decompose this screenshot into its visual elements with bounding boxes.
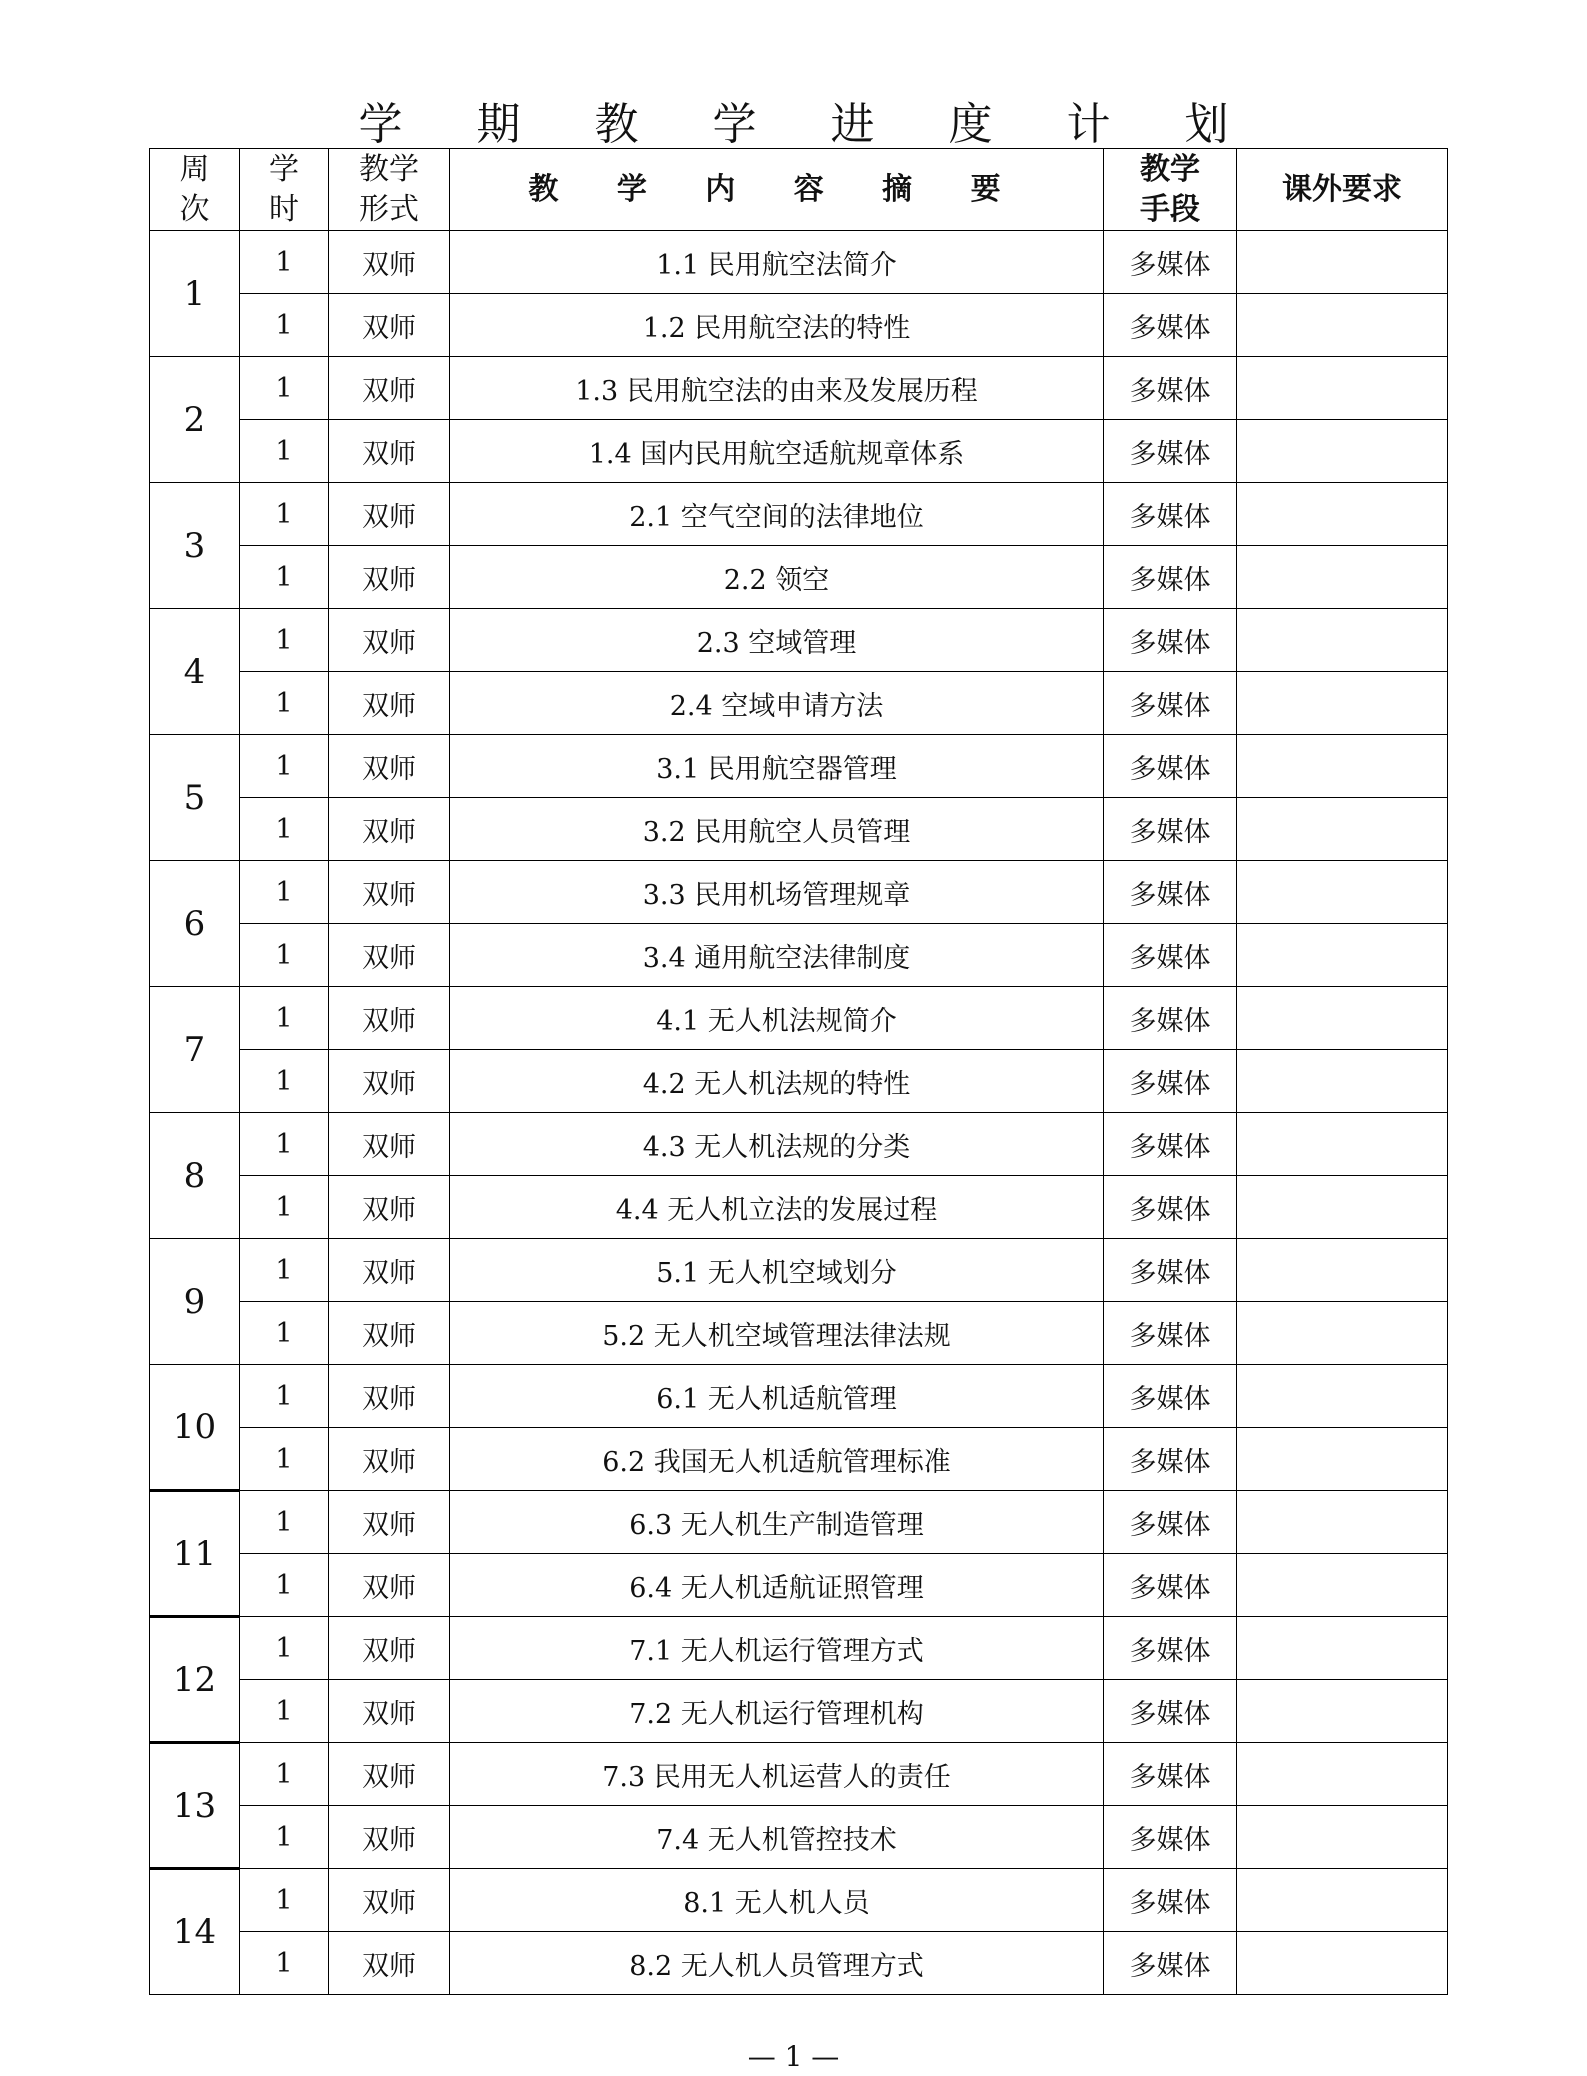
form-cell: 双师 <box>329 1428 450 1491</box>
week-cell: 10 <box>150 1365 240 1491</box>
extra-cell <box>1237 483 1448 546</box>
header-hours <box>240 149 329 231</box>
form-cell: 双师 <box>329 861 450 924</box>
table-row <box>150 357 1448 420</box>
header-form-line2: 形式 <box>359 191 419 227</box>
hours-cell: 1 <box>240 294 329 357</box>
means-cell: 多媒体 <box>1104 1428 1237 1491</box>
header-content-label: 教 学 内 容 摘 要 <box>528 171 1025 207</box>
means-cell: 多媒体 <box>1104 483 1237 546</box>
hours-cell: 1 <box>240 672 329 735</box>
means-cell: 多媒体 <box>1104 1806 1237 1869</box>
table-row <box>150 1554 1448 1617</box>
extra-cell <box>1237 609 1448 672</box>
form-cell: 双师 <box>329 231 450 294</box>
table-row <box>150 1869 1448 1932</box>
content-cell: 4.3 无人机法规的分类 <box>450 1113 1104 1176</box>
extra-cell <box>1237 294 1448 357</box>
week-cell: 9 <box>150 1239 240 1365</box>
content-cell: 7.2 无人机运行管理机构 <box>450 1680 1104 1743</box>
header-hours-line1: 学 <box>269 151 299 187</box>
table-row <box>150 1806 1448 1869</box>
header-week-line1: 周 <box>179 151 210 187</box>
hours-cell: 1 <box>240 861 329 924</box>
header-row <box>150 149 1448 231</box>
means-cell: 多媒体 <box>1104 1680 1237 1743</box>
form-cell: 双师 <box>329 1302 450 1365</box>
means-cell: 多媒体 <box>1104 672 1237 735</box>
extra-cell <box>1237 1176 1448 1239</box>
hours-cell: 1 <box>240 1680 329 1743</box>
means-cell: 多媒体 <box>1104 987 1237 1050</box>
table-row <box>150 1113 1448 1176</box>
form-cell: 双师 <box>329 483 450 546</box>
form-cell: 双师 <box>329 798 450 861</box>
hours-cell: 1 <box>240 1932 329 1995</box>
means-cell: 多媒体 <box>1104 861 1237 924</box>
form-cell: 双师 <box>329 357 450 420</box>
means-cell: 多媒体 <box>1104 1050 1237 1113</box>
extra-cell <box>1237 1743 1448 1806</box>
means-cell: 多媒体 <box>1104 1176 1237 1239</box>
content-cell: 6.1 无人机适航管理 <box>450 1365 1104 1428</box>
means-cell: 多媒体 <box>1104 1239 1237 1302</box>
form-cell: 双师 <box>329 1113 450 1176</box>
table-row <box>150 1050 1448 1113</box>
week-cell: 3 <box>150 483 240 609</box>
extra-cell <box>1237 1428 1448 1491</box>
week-cell: 13 <box>150 1743 240 1869</box>
table-row <box>150 546 1448 609</box>
week-cell: 5 <box>150 735 240 861</box>
form-cell: 双师 <box>329 1743 450 1806</box>
means-cell: 多媒体 <box>1104 231 1237 294</box>
teaching-plan-table <box>149 148 1448 1995</box>
hours-cell: 1 <box>240 1743 329 1806</box>
extra-cell <box>1237 861 1448 924</box>
extra-cell <box>1237 420 1448 483</box>
table-row <box>150 861 1448 924</box>
extra-cell <box>1237 672 1448 735</box>
content-cell: 6.2 我国无人机适航管理标准 <box>450 1428 1104 1491</box>
hours-cell: 1 <box>240 420 329 483</box>
content-cell: 1.1 民用航空法简介 <box>450 231 1104 294</box>
table-row <box>150 1239 1448 1302</box>
content-cell: 6.3 无人机生产制造管理 <box>450 1491 1104 1554</box>
content-cell: 1.3 民用航空法的由来及发展历程 <box>450 357 1104 420</box>
content-cell: 7.4 无人机管控技术 <box>450 1806 1104 1869</box>
form-cell: 双师 <box>329 1617 450 1680</box>
content-cell: 6.4 无人机适航证照管理 <box>450 1554 1104 1617</box>
table-row <box>150 231 1448 294</box>
means-cell: 多媒体 <box>1104 1932 1237 1995</box>
table-row <box>150 1932 1448 1995</box>
hours-cell: 1 <box>240 1176 329 1239</box>
hours-cell: 1 <box>240 1869 329 1932</box>
hours-cell: 1 <box>240 1302 329 1365</box>
content-cell: 2.2 领空 <box>450 546 1104 609</box>
means-cell: 多媒体 <box>1104 357 1237 420</box>
form-cell: 双师 <box>329 987 450 1050</box>
header-hours-line2: 时 <box>269 191 299 227</box>
extra-cell <box>1237 546 1448 609</box>
table-row <box>150 1617 1448 1680</box>
table-row <box>150 672 1448 735</box>
header-extra <box>1237 149 1448 231</box>
table-row <box>150 735 1448 798</box>
means-cell: 多媒体 <box>1104 1365 1237 1428</box>
table-row <box>150 1491 1448 1554</box>
table-row <box>150 483 1448 546</box>
content-cell: 8.1 无人机人员 <box>450 1869 1104 1932</box>
means-cell: 多媒体 <box>1104 294 1237 357</box>
hours-cell: 1 <box>240 735 329 798</box>
content-cell: 1.2 民用航空法的特性 <box>450 294 1104 357</box>
means-cell: 多媒体 <box>1104 1491 1237 1554</box>
page-number: — 1 — <box>747 2040 840 2073</box>
hours-cell: 1 <box>240 798 329 861</box>
hours-cell: 1 <box>240 987 329 1050</box>
week-cell: 11 <box>150 1491 240 1617</box>
form-cell: 双师 <box>329 1869 450 1932</box>
week-cell: 7 <box>150 987 240 1113</box>
form-cell: 双师 <box>329 1239 450 1302</box>
form-cell: 双师 <box>329 1554 450 1617</box>
form-cell: 双师 <box>329 672 450 735</box>
form-cell: 双师 <box>329 1365 450 1428</box>
content-cell: 4.4 无人机立法的发展过程 <box>450 1176 1104 1239</box>
means-cell: 多媒体 <box>1104 1554 1237 1617</box>
content-cell: 3.2 民用航空人员管理 <box>450 798 1104 861</box>
form-cell: 双师 <box>329 609 450 672</box>
content-cell: 8.2 无人机人员管理方式 <box>450 1932 1104 1995</box>
content-cell: 5.2 无人机空域管理法律法规 <box>450 1302 1104 1365</box>
week-cell: 1 <box>150 231 240 357</box>
extra-cell <box>1237 1239 1448 1302</box>
form-cell: 双师 <box>329 924 450 987</box>
table-row <box>150 1302 1448 1365</box>
extra-cell <box>1237 357 1448 420</box>
means-cell: 多媒体 <box>1104 1869 1237 1932</box>
table-row <box>150 1428 1448 1491</box>
means-cell: 多媒体 <box>1104 1617 1237 1680</box>
hours-cell: 1 <box>240 1428 329 1491</box>
table-row <box>150 1743 1448 1806</box>
content-cell: 4.1 无人机法规简介 <box>450 987 1104 1050</box>
content-cell: 5.1 无人机空域划分 <box>450 1239 1104 1302</box>
table-row <box>150 924 1448 987</box>
table-row <box>150 609 1448 672</box>
form-cell: 双师 <box>329 735 450 798</box>
means-cell: 多媒体 <box>1104 735 1237 798</box>
header-extra-label: 课外要求 <box>1282 171 1402 207</box>
form-cell: 双师 <box>329 1932 450 1995</box>
means-cell: 多媒体 <box>1104 546 1237 609</box>
table-row <box>150 294 1448 357</box>
header-form <box>329 149 450 231</box>
week-cell: 8 <box>150 1113 240 1239</box>
content-cell: 1.4 国内民用航空适航规章体系 <box>450 420 1104 483</box>
week-cell: 14 <box>150 1869 240 1995</box>
form-cell: 双师 <box>329 1176 450 1239</box>
content-cell: 3.3 民用机场管理规章 <box>450 861 1104 924</box>
means-cell: 多媒体 <box>1104 609 1237 672</box>
hours-cell: 1 <box>240 1491 329 1554</box>
extra-cell <box>1237 1806 1448 1869</box>
extra-cell <box>1237 1113 1448 1176</box>
extra-cell <box>1237 1050 1448 1113</box>
extra-cell <box>1237 987 1448 1050</box>
content-cell: 7.3 民用无人机运营人的责任 <box>450 1743 1104 1806</box>
extra-cell <box>1237 1932 1448 1995</box>
hours-cell: 1 <box>240 1617 329 1680</box>
extra-cell <box>1237 735 1448 798</box>
means-cell: 多媒体 <box>1104 924 1237 987</box>
hours-cell: 1 <box>240 546 329 609</box>
content-cell: 2.3 空域管理 <box>450 609 1104 672</box>
extra-cell <box>1237 1554 1448 1617</box>
hours-cell: 1 <box>240 483 329 546</box>
content-cell: 7.1 无人机运行管理方式 <box>450 1617 1104 1680</box>
table-row <box>150 798 1448 861</box>
content-cell: 3.1 民用航空器管理 <box>450 735 1104 798</box>
table-row <box>150 987 1448 1050</box>
extra-cell <box>1237 798 1448 861</box>
header-means-line1: 教学 <box>1140 151 1200 187</box>
table-row <box>150 420 1448 483</box>
means-cell: 多媒体 <box>1104 798 1237 861</box>
hours-cell: 1 <box>240 1365 329 1428</box>
extra-cell <box>1237 1491 1448 1554</box>
table-row <box>150 1680 1448 1743</box>
hours-cell: 1 <box>240 609 329 672</box>
header-form-line1: 教学 <box>359 151 419 187</box>
header-means <box>1104 149 1237 231</box>
extra-cell <box>1237 231 1448 294</box>
form-cell: 双师 <box>329 294 450 357</box>
week-cell: 12 <box>150 1617 240 1743</box>
header-content <box>450 149 1104 231</box>
header-week <box>150 149 240 231</box>
extra-cell <box>1237 1680 1448 1743</box>
extra-cell <box>1237 1365 1448 1428</box>
content-cell: 2.4 空域申请方法 <box>450 672 1104 735</box>
form-cell: 双师 <box>329 1491 450 1554</box>
table-row <box>150 1176 1448 1239</box>
content-cell: 2.1 空气空间的法律地位 <box>450 483 1104 546</box>
means-cell: 多媒体 <box>1104 420 1237 483</box>
form-cell: 双师 <box>329 420 450 483</box>
extra-cell <box>1237 924 1448 987</box>
hours-cell: 1 <box>240 1554 329 1617</box>
form-cell: 双师 <box>329 546 450 609</box>
form-cell: 双师 <box>329 1806 450 1869</box>
means-cell: 多媒体 <box>1104 1113 1237 1176</box>
hours-cell: 1 <box>240 1050 329 1113</box>
extra-cell <box>1237 1617 1448 1680</box>
week-cell: 4 <box>150 609 240 735</box>
header-week-line2: 次 <box>179 191 210 227</box>
hours-cell: 1 <box>240 1113 329 1176</box>
hours-cell: 1 <box>240 1806 329 1869</box>
content-cell: 3.4 通用航空法律制度 <box>450 924 1104 987</box>
form-cell: 双师 <box>329 1050 450 1113</box>
hours-cell: 1 <box>240 1239 329 1302</box>
extra-cell <box>1237 1302 1448 1365</box>
form-cell: 双师 <box>329 1680 450 1743</box>
week-cell: 2 <box>150 357 240 483</box>
hours-cell: 1 <box>240 924 329 987</box>
hours-cell: 1 <box>240 231 329 294</box>
table-row <box>150 1365 1448 1428</box>
hours-cell: 1 <box>240 357 329 420</box>
page-title: 学 期 教 学 进 度 计 划 <box>358 99 1259 150</box>
week-cell: 6 <box>150 861 240 987</box>
header-means-line2: 手段 <box>1140 191 1200 227</box>
means-cell: 多媒体 <box>1104 1743 1237 1806</box>
content-cell: 4.2 无人机法规的特性 <box>450 1050 1104 1113</box>
means-cell: 多媒体 <box>1104 1302 1237 1365</box>
table-body <box>150 231 1448 1995</box>
extra-cell <box>1237 1869 1448 1932</box>
